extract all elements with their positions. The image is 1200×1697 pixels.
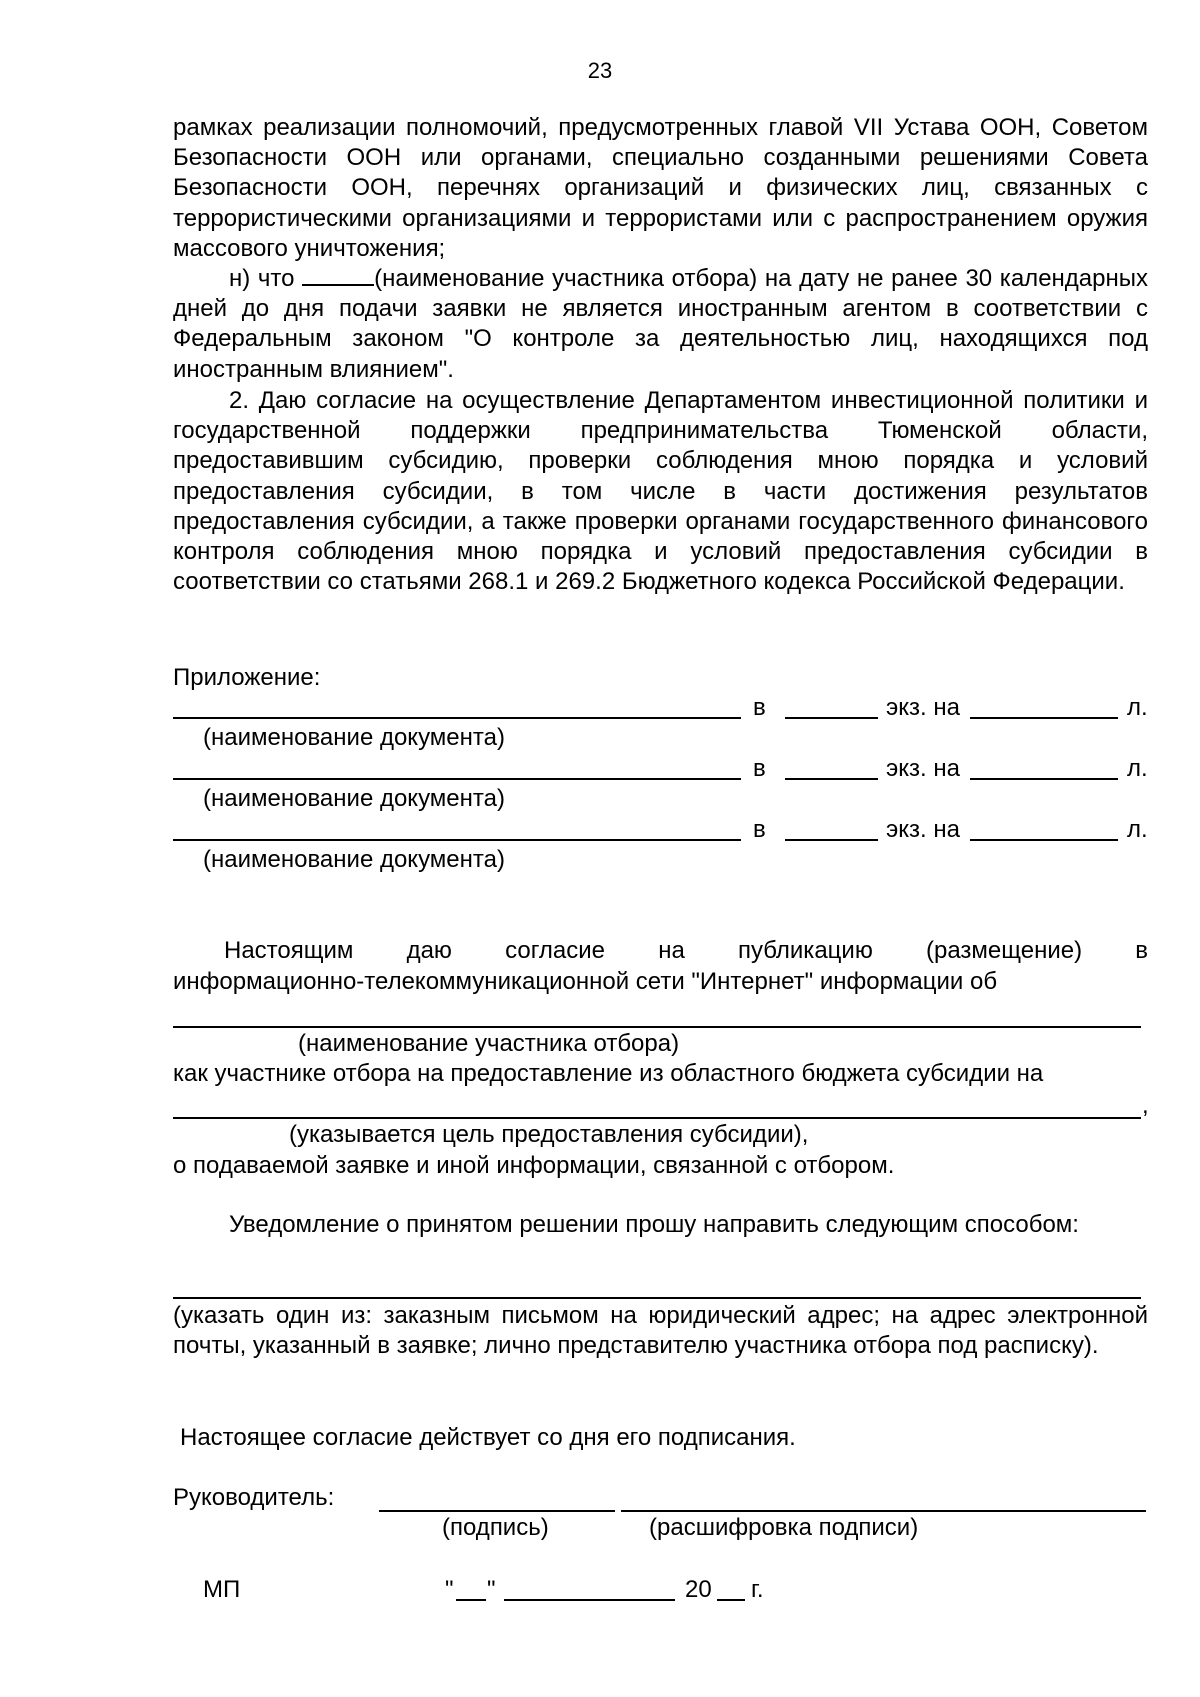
copies-line-2[interactable] xyxy=(785,778,878,780)
doc-name-line-2[interactable] xyxy=(173,778,741,780)
consent-word: на xyxy=(658,937,685,964)
appendix-label: Приложение: xyxy=(173,664,321,691)
participant-blank[interactable] xyxy=(302,264,374,286)
appendix-l-1: л. xyxy=(1127,694,1148,721)
appendix-l-3: л. xyxy=(1127,816,1148,843)
doc-caption-2: (наименование документа) xyxy=(203,785,505,812)
notification-text: Уведомление о принятом решении прошу направить следующим способом: xyxy=(229,1211,1079,1238)
date-month-line[interactable] xyxy=(504,1599,675,1601)
consent-line-1 xyxy=(224,937,1148,965)
item-n-prefix: н) что xyxy=(229,265,295,292)
appendix-l-2: л. xyxy=(1127,755,1148,782)
participant-caption: (наименование участника отбора) xyxy=(298,1030,680,1057)
signature-line[interactable] xyxy=(379,1510,615,1512)
consent-word: в xyxy=(1135,937,1148,964)
signature-caption: (подпись) xyxy=(442,1514,549,1541)
consent-word: согласие xyxy=(505,937,606,964)
copies-line-3[interactable] xyxy=(785,839,878,841)
consent-word: (размещение) xyxy=(925,937,1083,964)
consent-line-3: как участнике отбора на предоставление из областного бюджета субсидии на xyxy=(173,1060,1044,1087)
year-suffix: г. xyxy=(751,1576,764,1603)
validity-statement: Настоящее согласие действует со дня его подписания. xyxy=(180,1424,796,1451)
consent-line-2: информационно-телекоммуникационной сети "Интернет" информации об xyxy=(173,968,998,995)
date-open-quote: " xyxy=(445,1576,454,1603)
notification-options: (указать один из: заказным письмом на юридический адрес; на адрес электронной почты, указанный в заявке; лично представителю участника отбора под расписку). xyxy=(173,1302,1148,1360)
stamp-label: МП xyxy=(203,1576,241,1603)
appendix-v-3: в xyxy=(753,816,766,843)
doc-caption-3: (наименование документа) xyxy=(203,846,505,873)
consent-word: публикацию xyxy=(737,937,873,964)
date-year-line[interactable] xyxy=(717,1599,745,1601)
signature-label: Руководитель: xyxy=(173,1484,335,1511)
consent-word: даю xyxy=(406,937,452,964)
signature-decode-caption: (расшифровка подписи) xyxy=(649,1514,919,1541)
doc-name-line-1[interactable] xyxy=(173,717,741,719)
appendix-ekz-1: экз. на xyxy=(886,694,960,721)
purpose-caption: (указывается цель предоставления субсидии), xyxy=(289,1121,809,1148)
purpose-line[interactable] xyxy=(173,1117,1141,1119)
item-n-paragraph xyxy=(173,264,1148,385)
sheets-line-1[interactable] xyxy=(970,717,1118,719)
item-n-text: (наименование участника отбора) на дату не ранее 30 календарных дней до дня подачи заявки не является иностранным агентом в соответствии с Федеральным законом "О контроле за деятельностью лиц, находящихся под иностранным влиянием". xyxy=(173,265,1148,383)
sheets-line-2[interactable] xyxy=(970,778,1118,780)
appendix-ekz-2: экз. на xyxy=(886,755,960,782)
notification-method-line[interactable] xyxy=(173,1297,1141,1299)
date-day-line[interactable] xyxy=(456,1599,486,1601)
page-number: 23 xyxy=(587,58,613,83)
participant-name-line[interactable] xyxy=(173,1026,1141,1028)
signature-decode-line[interactable] xyxy=(621,1510,1146,1512)
doc-name-line-3[interactable] xyxy=(173,839,741,841)
consent-line-4: о подаваемой заявке и иной информации, связанной с отбором. xyxy=(173,1152,895,1179)
year-prefix: 20 xyxy=(685,1576,712,1603)
appendix-v-1: в xyxy=(753,694,766,721)
appendix-v-2: в xyxy=(753,755,766,782)
item-2-paragraph xyxy=(173,386,1148,597)
continuation-paragraph: рамках реализации полномочий, предусмотренных главой VII Устава ООН, Советом Безопасности ООН или органами, специально созданными решениями Совета Безопасности ООН, перечнях организаций и физических лиц, связанных с террористическими организациями и террористами или с распространением оружия массового уничтожения; xyxy=(173,114,1148,262)
doc-caption-1: (наименование документа) xyxy=(203,724,505,751)
copies-line-1[interactable] xyxy=(785,717,878,719)
appendix-ekz-3: экз. на xyxy=(886,816,960,843)
item-2-text: 2. Даю согласие на осуществление Департаментом инвестиционной политики и государственной поддержки предпринимательства Тюменской области, предоставившим субсидию, проверки соблюдения мною порядка и условий предоставления субсидии, в том числе в части достижения результатов предоставления субсидии, а также проверки органами государственного финансового контроля соблюдения мною порядка и условий предоставления субсидии в соответствии со статьями 268.1 и 269.2 Бюджетного кодекса Российской Федерации. xyxy=(173,387,1148,596)
purpose-comma: , xyxy=(1142,1092,1149,1119)
consent-word: Настоящим xyxy=(224,937,354,964)
sheets-line-3[interactable] xyxy=(970,839,1118,841)
date-close-quote: " xyxy=(487,1576,496,1603)
notification-paragraph xyxy=(173,1210,1148,1240)
